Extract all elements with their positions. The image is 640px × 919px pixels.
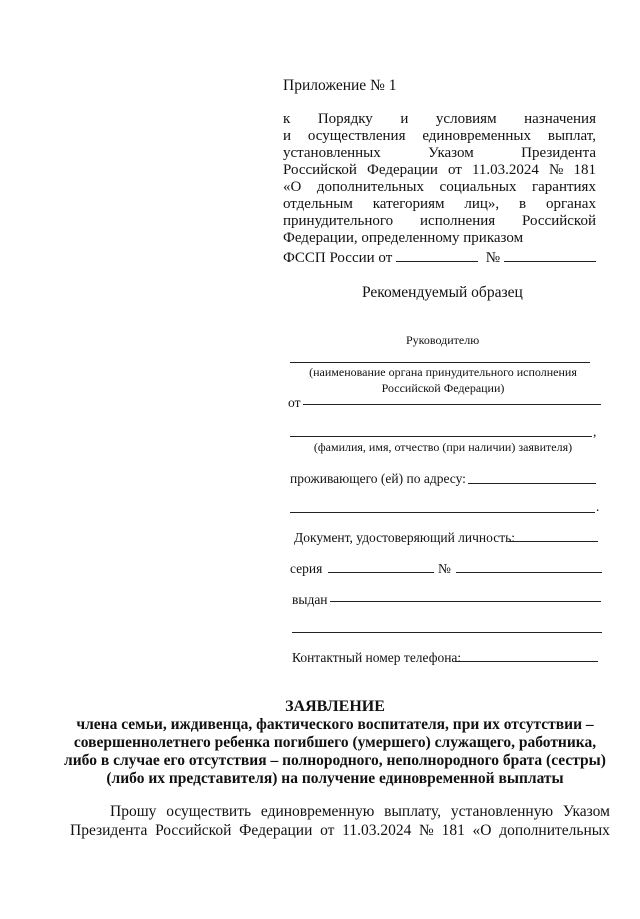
appendix-line-6 (283, 196, 596, 213)
word: Указом (428, 145, 474, 161)
to-label: Руководителю (406, 333, 480, 347)
word: Прошу (110, 803, 157, 820)
word: и (400, 111, 409, 127)
word: в (519, 196, 527, 212)
word: от (448, 162, 462, 178)
word: Федерации (367, 162, 438, 178)
id-document-line (508, 541, 598, 542)
word: единовременных (422, 128, 532, 144)
word: № (549, 162, 564, 178)
word: лиц», (464, 196, 500, 212)
address-period: . (596, 499, 600, 514)
appendix-line-8: Федерации, определенному приказом (283, 230, 524, 246)
word: дополнительных (499, 822, 610, 839)
phone-label: Контактный номер телефона: (292, 650, 462, 665)
word: Федерации (239, 822, 313, 839)
organ-caption-1: (наименование органа принудительного исполнения (309, 365, 577, 379)
from-label: от (288, 395, 301, 410)
phone-line (455, 661, 598, 662)
statement-subtitle-1: члена семьи, иждивенца, фактического воспитателя, при их отсутствии – (76, 716, 594, 733)
statement-title: ЗАЯВЛЕНИЕ (285, 698, 385, 715)
word: условиям (435, 111, 497, 127)
series-line (328, 572, 434, 573)
word: от (320, 822, 335, 839)
sample-label: Рекомендуемый образец (362, 284, 523, 301)
word: 181 (573, 162, 596, 178)
word: назначения (524, 111, 596, 127)
word: гарантиях (531, 179, 596, 195)
appendix-number-label: № (485, 250, 501, 266)
statement-subtitle-3: либо в случае его отсутствия – полнородного, неполнородного брата (сестры) (64, 752, 606, 769)
order-date-blank (396, 248, 478, 262)
word: Указом (562, 803, 610, 820)
statement-subtitle-4: (либо их представителя) на получение единовременной выплаты (106, 770, 564, 787)
word: Президента (70, 822, 148, 839)
word: отдельным (283, 196, 353, 212)
word: социальных (439, 179, 517, 195)
issued-line-1 (330, 601, 601, 602)
word: категориям (372, 196, 445, 212)
address-line-1 (468, 483, 596, 484)
word: установленных (283, 145, 381, 161)
appendix-line-9 (283, 248, 596, 267)
address-label: проживающего (ей) по адресу: (290, 471, 466, 486)
word: «О (283, 179, 302, 195)
appendix-line-2 (283, 128, 596, 145)
word: единовременную (260, 803, 375, 820)
word: осуществления (307, 128, 406, 144)
word: принудительного (283, 213, 394, 229)
appendix-line-7 (283, 213, 596, 230)
order-number-blank (504, 248, 596, 262)
word: Порядку (317, 111, 373, 127)
fio-caption: (фамилия, имя, отчество (при наличии) заявителя) (313, 440, 573, 454)
word: осуществить (166, 803, 252, 820)
doc-number-line (456, 572, 602, 573)
organ-caption-2: Российской Федерации) (381, 381, 505, 395)
word: Президента (521, 145, 596, 161)
issued-label: выдан (292, 592, 328, 607)
word: Российской (155, 822, 232, 839)
id-document-label: Документ, удостоверяющий личность: (294, 530, 516, 545)
word: исполнения (420, 213, 496, 229)
appendix-line-3 (283, 145, 596, 162)
word: 11.03.2024 (471, 162, 539, 178)
word: дополнительных (316, 179, 425, 195)
applicant-fio-line (290, 436, 592, 437)
appendix-fssp-label: ФССП России от (283, 250, 393, 266)
series-label: серия (290, 561, 323, 576)
appendix-line-1 (283, 111, 596, 128)
appendix-line-4 (283, 162, 596, 179)
organ-name-line (290, 362, 590, 363)
fio-comma: , (593, 424, 597, 439)
appendix-line-5 (283, 179, 596, 196)
body-line-1 (110, 803, 610, 821)
word: установленную (450, 803, 554, 820)
issued-line-2 (292, 632, 602, 633)
word: 11.03.2024 (342, 822, 412, 839)
statement-subtitle-2: совершеннолетнего ребенка погибшего (умершего) служащего, работника, (73, 734, 597, 751)
body-line-2 (70, 822, 610, 840)
word: органах (545, 196, 596, 212)
word: Российской (283, 162, 357, 178)
appendix-title: Приложение № 1 (283, 77, 397, 94)
word: выплату, (384, 803, 442, 820)
word: «О (472, 822, 492, 839)
doc-number-label: № (438, 561, 451, 576)
word: выплат, (547, 128, 596, 144)
from-line (303, 404, 601, 405)
word: и (283, 128, 292, 144)
word: № (419, 822, 434, 839)
word: к (283, 111, 291, 127)
word: 181 (441, 822, 465, 839)
address-line-2 (290, 512, 595, 513)
word: Российской (522, 213, 596, 229)
